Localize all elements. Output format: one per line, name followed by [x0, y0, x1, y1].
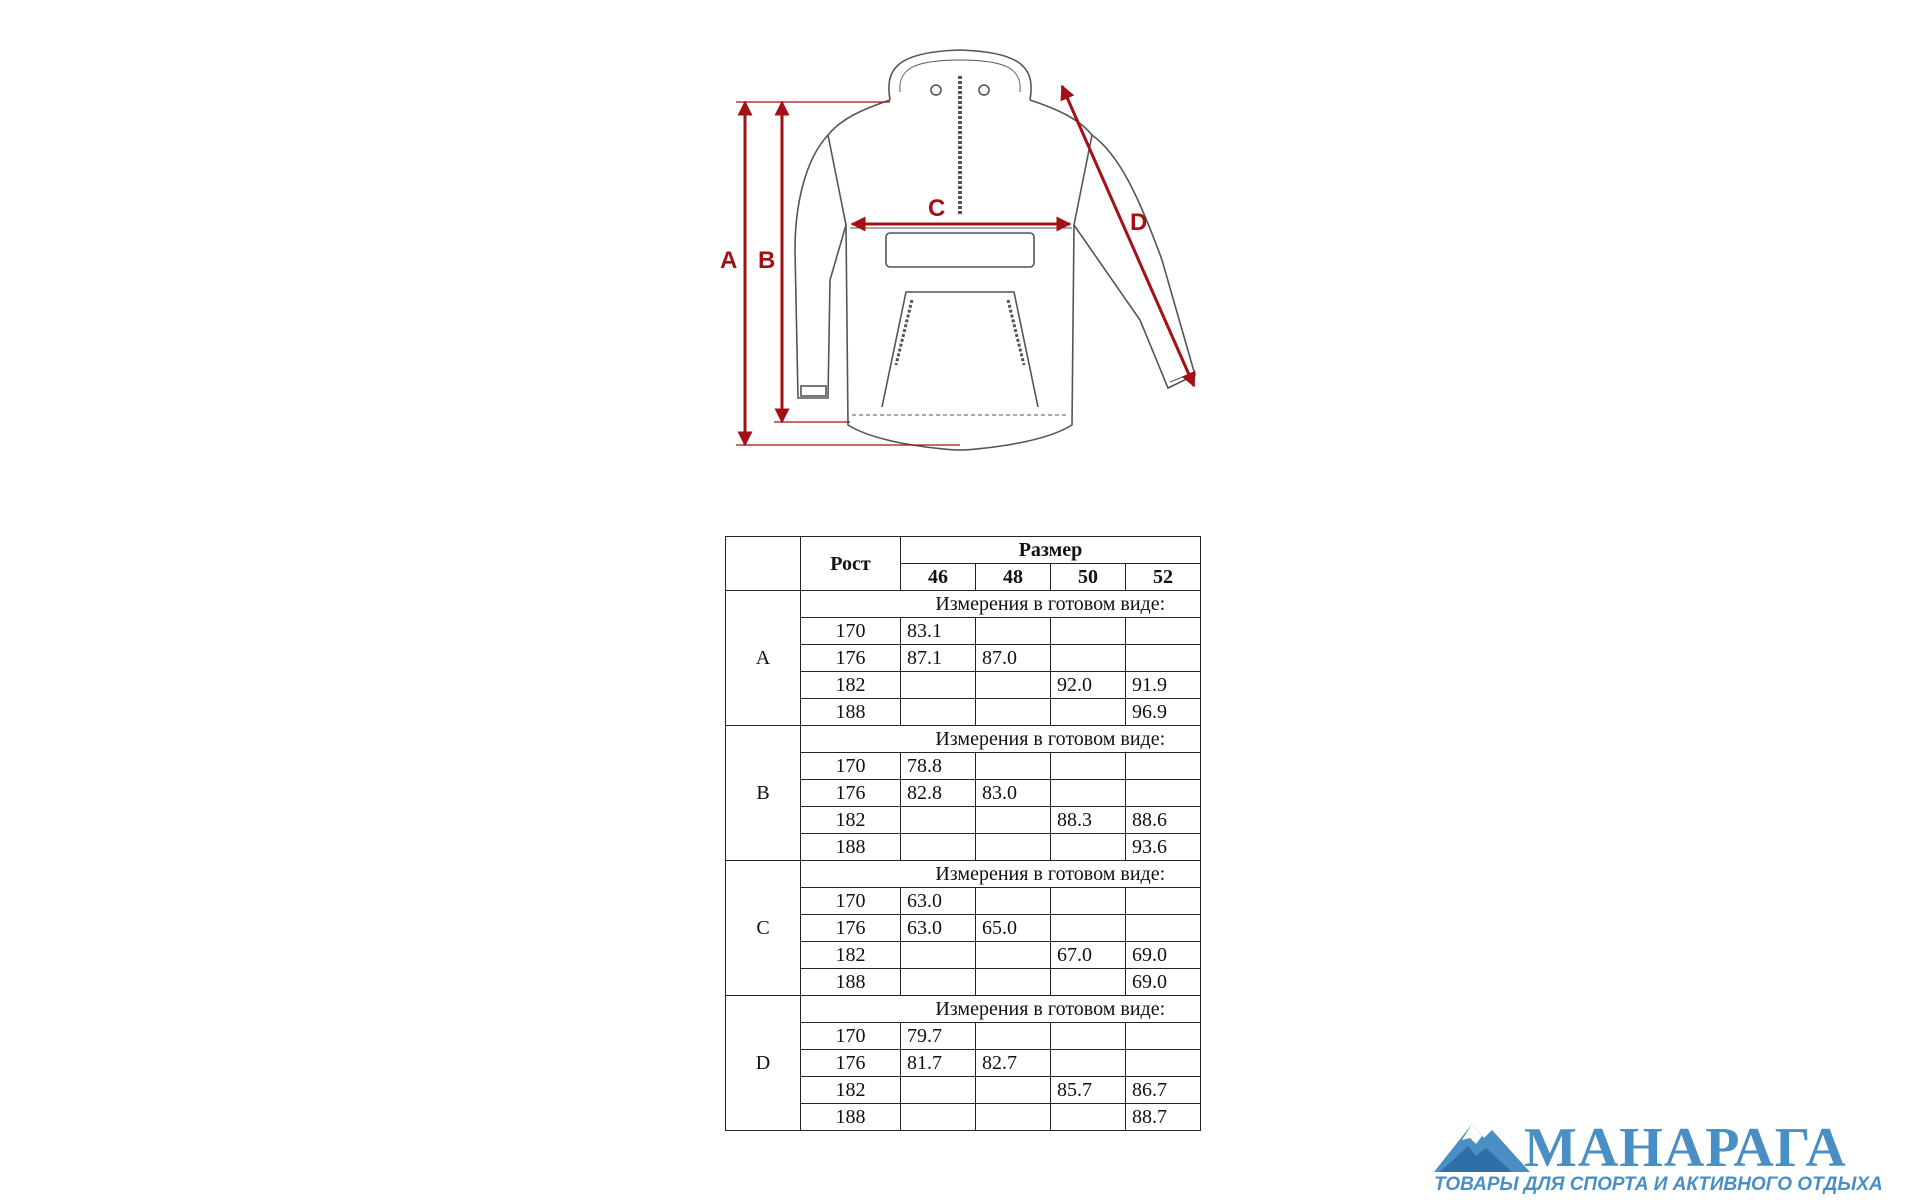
note-spacer-cell	[801, 996, 901, 1023]
measurement-note: Измерения в готовом виде:	[901, 861, 1201, 888]
value-cell: 92.0	[1051, 672, 1126, 699]
header-size: Размер	[901, 537, 1201, 564]
dimension-label-c: C	[928, 195, 946, 222]
value-cell	[1051, 780, 1126, 807]
value-cell	[901, 1077, 976, 1104]
value-cell	[976, 753, 1051, 780]
value-cell: 69.0	[1126, 969, 1201, 996]
size-chart-table	[725, 536, 1201, 1131]
brand-name: МАНАРАГА	[1524, 1117, 1847, 1179]
height-cell: 182	[801, 942, 901, 969]
height-cell: 182	[801, 1077, 901, 1104]
measurement-note: Измерения в готовом виде:	[901, 996, 1201, 1023]
value-cell	[976, 1023, 1051, 1050]
value-cell: 82.8	[901, 780, 976, 807]
value-cell: 87.0	[976, 645, 1051, 672]
value-cell	[1051, 645, 1126, 672]
value-cell	[976, 699, 1051, 726]
value-cell	[901, 807, 976, 834]
value-cell	[1126, 1050, 1201, 1077]
value-cell: 65.0	[976, 915, 1051, 942]
value-cell: 85.7	[1051, 1077, 1126, 1104]
value-cell: 78.8	[901, 753, 976, 780]
value-cell: 81.7	[901, 1050, 976, 1077]
dimension-label-d: D	[1130, 209, 1148, 236]
value-cell: 88.3	[1051, 807, 1126, 834]
measurement-note: Измерения в готовом виде:	[901, 591, 1201, 618]
value-cell: 93.6	[1126, 834, 1201, 861]
height-cell: 170	[801, 618, 901, 645]
brand-tagline: ТОВАРЫ ДЛЯ СПОРТА И АКТИВНОГО ОТДЫХА	[1434, 1174, 1883, 1195]
value-cell	[1126, 915, 1201, 942]
measurement-note: Измерения в готовом виде:	[901, 726, 1201, 753]
value-cell	[976, 807, 1051, 834]
height-cell: 176	[801, 645, 901, 672]
note-spacer-cell	[801, 726, 901, 753]
value-cell: 67.0	[1051, 942, 1126, 969]
value-cell	[1051, 699, 1126, 726]
note-spacer-cell	[801, 861, 901, 888]
value-cell	[1126, 753, 1201, 780]
value-cell	[901, 942, 976, 969]
height-cell: 170	[801, 888, 901, 915]
height-cell: 182	[801, 807, 901, 834]
note-spacer-cell	[801, 591, 901, 618]
value-cell: 83.0	[976, 780, 1051, 807]
value-cell	[976, 888, 1051, 915]
value-cell	[1051, 1104, 1126, 1131]
dimension-cell: C	[726, 861, 801, 996]
value-cell: 83.1	[901, 618, 976, 645]
height-cell: 176	[801, 915, 901, 942]
note-row	[726, 861, 1201, 888]
value-cell	[901, 834, 976, 861]
value-cell: 88.6	[1126, 807, 1201, 834]
height-cell: 176	[801, 780, 901, 807]
value-cell	[1126, 888, 1201, 915]
dimension-cell: A	[726, 591, 801, 726]
dimension-label-a: A	[720, 247, 738, 274]
value-cell	[901, 672, 976, 699]
mountain-logo-icon	[1432, 1116, 1532, 1176]
value-cell: 82.7	[976, 1050, 1051, 1077]
height-cell: 170	[801, 753, 901, 780]
size-header-cell: 46	[901, 564, 976, 591]
height-cell: 170	[801, 1023, 901, 1050]
value-cell	[976, 969, 1051, 996]
value-cell	[976, 672, 1051, 699]
value-cell	[1126, 645, 1201, 672]
height-cell: 188	[801, 1104, 901, 1131]
value-cell: 96.9	[1126, 699, 1201, 726]
value-cell	[1051, 618, 1126, 645]
value-cell: 88.7	[1126, 1104, 1201, 1131]
value-cell	[1051, 969, 1126, 996]
value-cell	[976, 618, 1051, 645]
height-cell: 188	[801, 969, 901, 996]
dimension-arrows	[736, 86, 1194, 445]
dimension-cell: D	[726, 996, 801, 1131]
height-cell: 182	[801, 672, 901, 699]
header-height: Рост	[801, 537, 901, 591]
value-cell	[1126, 1023, 1201, 1050]
value-cell: 63.0	[901, 915, 976, 942]
height-cell: 176	[801, 1050, 901, 1077]
brand-logo	[1432, 1116, 1920, 1200]
value-cell	[1051, 834, 1126, 861]
value-cell	[1051, 753, 1126, 780]
note-row	[726, 726, 1201, 753]
value-cell	[976, 942, 1051, 969]
size-header-cell: 52	[1126, 564, 1201, 591]
value-cell: 63.0	[901, 888, 976, 915]
value-cell	[1126, 618, 1201, 645]
value-cell	[1126, 780, 1201, 807]
dimension-cell: B	[726, 726, 801, 861]
height-cell: 188	[801, 834, 901, 861]
value-cell: 79.7	[901, 1023, 976, 1050]
value-cell: 69.0	[1126, 942, 1201, 969]
value-cell	[1051, 888, 1126, 915]
height-cell: 188	[801, 699, 901, 726]
header-row	[726, 537, 1201, 564]
size-header-cell: 50	[1051, 564, 1126, 591]
note-row	[726, 591, 1201, 618]
value-cell	[976, 1104, 1051, 1131]
value-cell	[976, 1077, 1051, 1104]
value-cell	[976, 834, 1051, 861]
value-cell	[901, 699, 976, 726]
header-empty-cell	[726, 537, 801, 591]
value-cell	[1051, 915, 1126, 942]
size-header-cell: 48	[976, 564, 1051, 591]
dimension-label-b: B	[758, 247, 776, 274]
value-cell	[901, 969, 976, 996]
note-row	[726, 996, 1201, 1023]
value-cell	[1051, 1050, 1126, 1077]
value-cell	[1051, 1023, 1126, 1050]
jacket-diagram	[700, 30, 1220, 460]
value-cell: 91.9	[1126, 672, 1201, 699]
value-cell	[901, 1104, 976, 1131]
value-cell: 87.1	[901, 645, 976, 672]
value-cell: 86.7	[1126, 1077, 1201, 1104]
